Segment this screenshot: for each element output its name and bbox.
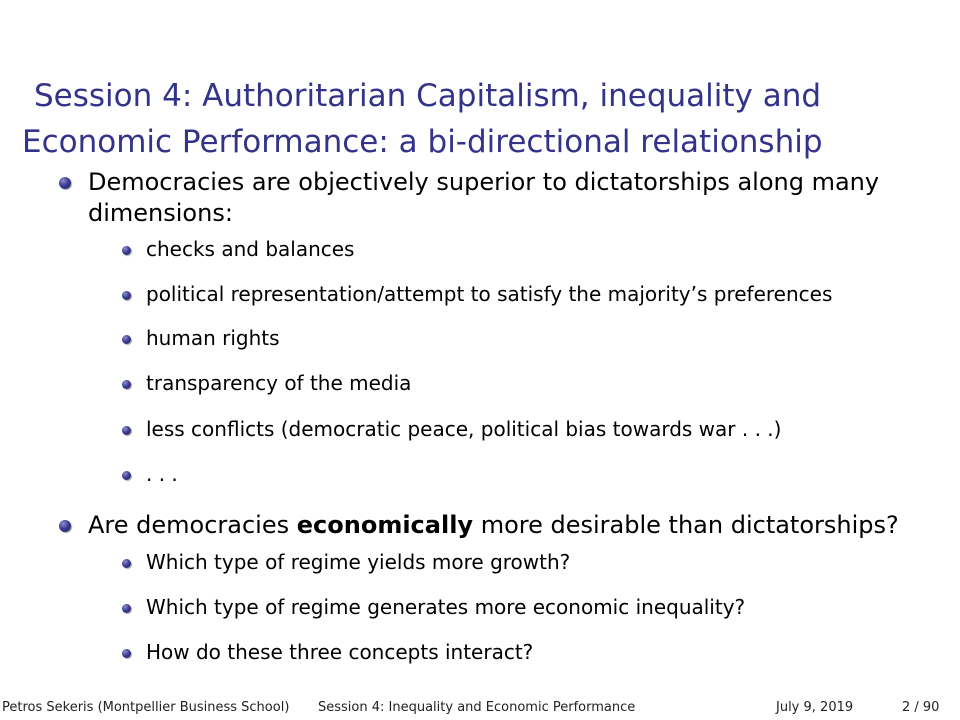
sub-bullet-text: political representation/attempt to satisfy the majority’s preferences xyxy=(146,282,833,306)
sub-bullet xyxy=(146,236,354,262)
bullet-text-after: more desirable than dictatorships? xyxy=(473,511,899,539)
sub-bullet xyxy=(146,416,781,442)
sub-bullet xyxy=(146,549,570,575)
bullet-economically xyxy=(88,509,899,541)
slide-title-line1: Session 4: Authoritarian Capitalism, inequality and xyxy=(34,77,822,114)
sub-bullet-text: checks and balances xyxy=(146,237,355,261)
sub-bullet-icon xyxy=(122,649,131,658)
bullet-text: Democracies are objectively superior to dictatorships along many xyxy=(88,168,880,196)
footer-author: Petros Sekeris (Montpellier Business School) xyxy=(2,700,290,715)
bullet-text-bold: economically xyxy=(296,511,474,539)
sub-bullet-text: How do these three concepts interact? xyxy=(146,640,534,664)
sub-bullet xyxy=(146,281,832,307)
sub-bullet-text: human rights xyxy=(146,326,280,350)
sub-bullet-text: Which type of regime yields more growth? xyxy=(146,550,571,574)
bullet-icon xyxy=(59,177,71,189)
sub-bullet-icon xyxy=(122,380,131,389)
sub-bullet-text: transparency of the media xyxy=(146,371,412,395)
sub-bullet-icon xyxy=(122,426,131,435)
sub-bullet-icon xyxy=(122,604,131,613)
sub-bullet-text: . . . xyxy=(146,462,178,486)
sub-bullet xyxy=(146,325,280,351)
sub-bullet-icon xyxy=(122,291,131,300)
sub-bullet xyxy=(146,594,745,620)
sub-bullet xyxy=(146,461,178,487)
sub-bullet-icon xyxy=(122,559,131,568)
footer-short-title: Session 4: Inequality and Economic Performance xyxy=(318,700,636,715)
sub-bullet-text: Which type of regime generates more economic inequality? xyxy=(146,595,746,619)
sub-bullet-icon xyxy=(122,246,131,255)
sub-bullet xyxy=(146,639,533,665)
footer-date: July 9, 2019 xyxy=(776,700,854,715)
bullet-democracies-continued xyxy=(88,197,233,229)
bullet-text-before: Are democracies xyxy=(88,511,297,539)
sub-bullet-icon xyxy=(122,335,131,344)
bullet-icon xyxy=(59,520,71,532)
sub-bullet xyxy=(146,370,411,396)
slide-title xyxy=(22,73,922,165)
slide-title-line2: Economic Performance: a bi-directional relationship xyxy=(22,123,823,160)
sub-bullet-icon xyxy=(122,471,131,480)
sub-bullet-text: less conflicts (democratic peace, political bias towards war . . .) xyxy=(146,417,782,441)
bullet-text: dimensions: xyxy=(88,199,233,227)
footer-page-number: 2 / 90 xyxy=(902,700,940,715)
bullet-democracies xyxy=(88,166,879,198)
